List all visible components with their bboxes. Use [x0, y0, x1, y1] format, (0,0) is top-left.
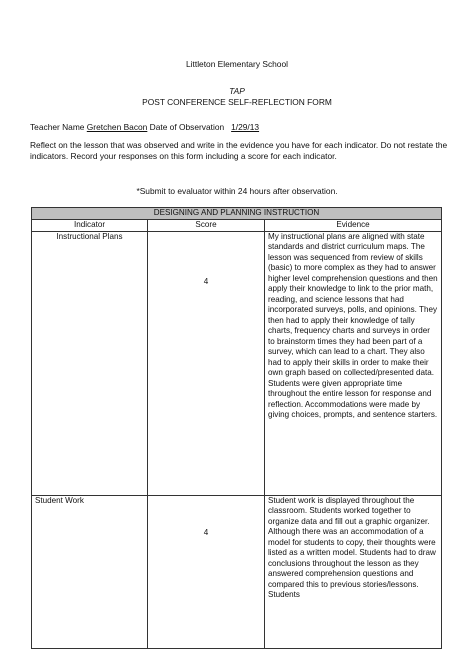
date-label: Date of Observation [149, 122, 225, 132]
instructions-text: Reflect on the lesson that was observed and write in the evidence you have for each indicator. Do not restate the indicators. Record your responses on this form including a score for each indicator. [30, 140, 448, 162]
tap-label: TAP [229, 86, 245, 96]
teacher-name-label: Teacher Name [30, 122, 85, 132]
reflection-table [31, 207, 442, 649]
column-header-indicator: Indicator [32, 220, 148, 232]
table-row [32, 231, 442, 495]
section-header-row [32, 208, 442, 220]
evidence-cell: My instructional plans are aligned with state standards and district curriculum maps. The lesson was sequenced from review of skills (basic) to more complex as they had to answer higher level comprehension questions and then apply their knowledge to link to the prior math, reading, and science lessons that had incorporated surveys, polls, and opinions. They then had to apply their knowledge of tally charts, frequency charts and surveys in order to brainstorm times they had been part of a survey, which can lead to a chart. They also had to apply their skills in order to make their own graph based on collected/presented data. Students were given appropriate time throughout the entire lesson for response and reflection. Accommodations were made by giving choices, prompts, and sentence starters. [265, 231, 442, 495]
form-title: POST CONFERENCE SELF-REFLECTION FORM [142, 97, 332, 107]
column-header-evidence: Evidence [265, 220, 442, 232]
submit-note: *Submit to evaluator within 24 hours after observation. [136, 186, 338, 196]
school-name: Littleton Elementary School [186, 59, 288, 69]
indicator-cell: Student Work [32, 495, 148, 648]
indicator-cell: Instructional Plans [32, 231, 148, 495]
column-header-score: Score [148, 220, 265, 232]
teacher-line [30, 122, 259, 133]
column-header-row [32, 220, 442, 232]
date-value: 1/29/13 [231, 122, 260, 132]
section-title: DESIGNING AND PLANNING INSTRUCTION [32, 208, 442, 220]
score-cell: 4 [148, 495, 265, 648]
table-row [32, 495, 442, 648]
score-cell: 4 [148, 231, 265, 495]
evidence-cell: Student work is displayed throughout the classroom. Students worked together to organize data and fill out a graphic organizer. Although there was an accommodation of a model for students to copy, their thoughts were listed as a written model. Students had to draw conclusions throughout the lesson as they answered comprehension questions and compared this to previous stories/lessons. Students [265, 495, 442, 648]
teacher-name-value: Gretchen Bacon [86, 122, 148, 132]
